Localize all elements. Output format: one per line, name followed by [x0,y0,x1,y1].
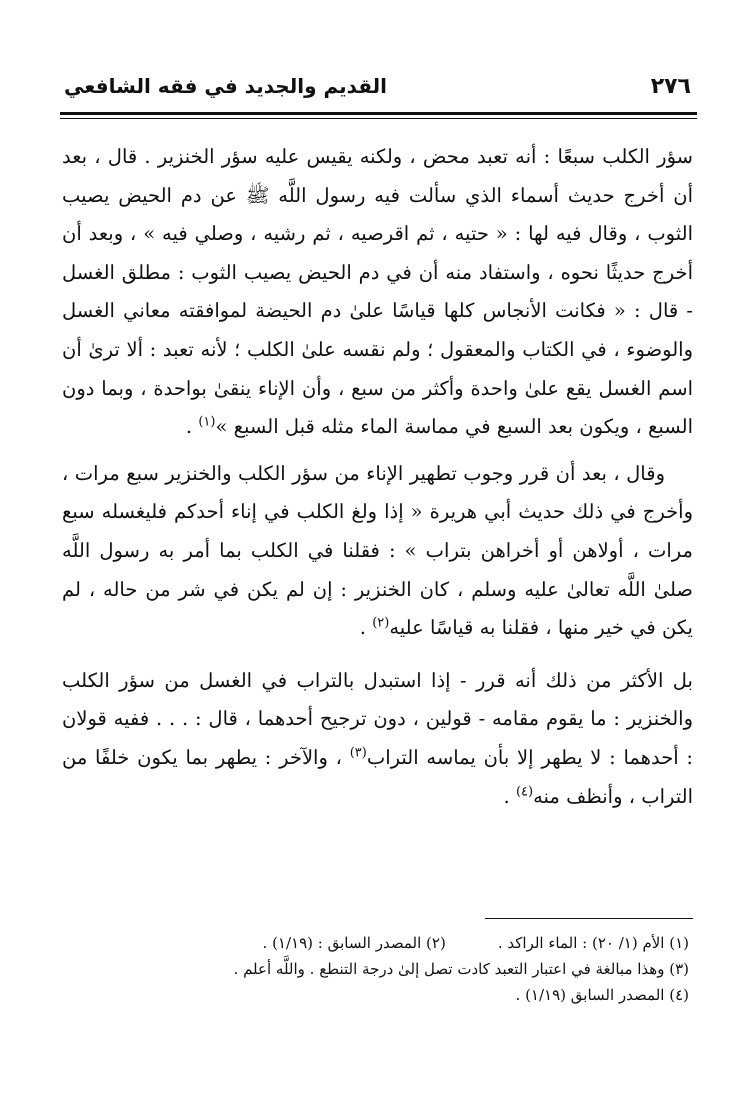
page-header [62,66,693,110]
paragraph-1-end: . [185,415,199,439]
paragraph-1-text: سؤر الكلب سبعًا : أنه تعبد محض ، ولكنه يقيس عليه سؤر الخنزير . قال ، بعد أن أخرج حديث أسماء الذي سألت فيه رسول اللَّه ﷺ عن دم الحيض يصيب الثوب ، وقال فيه لها : « حتيه ، ثم اقرصيه ، ثم رشيه ، وصلي فيه » ، وبعد أن أخرج حديثًا نحوه ، واستفاد منه أن في دم الحيض يصيب الثوب : مطلق الغسل - قال : « فكانت الأنجاس كلها قياسًا علىٰ دم الحيضة لموافقته معاني الغسل والوضوء ، في الكتاب والمعقول ؛ ولم نقسه علىٰ الكلب ؛ لأنه تعبد : ألا ترىٰ أن اسم الغسل يقع علىٰ واحدة وأكثر من سبع ، وأن الإناء ينقىٰ بواحدة ، وبما دون السبع ، ويكون بعد السبع في مماسة الماء مثله قبل السبع » [62,145,693,439]
footnotes [62,930,689,1008]
footnote-1: (١) الأم (١/ ٢٠) : الماء الراكد . [497,934,689,952]
footnote-row-1 [62,930,689,956]
paragraph-1 [62,138,693,447]
footnote-ref-2[interactable]: (٢) [372,615,390,631]
header-rule-thick [60,112,697,115]
paragraph-2-end: . [359,616,373,640]
footnote-ref-1[interactable]: (١) [198,414,216,430]
footnote-ref-4[interactable]: (٤) [515,784,534,799]
page-number: ٢٧٦ [650,74,691,99]
paragraph-2 [62,455,693,648]
paragraph-3 [62,662,693,816]
footnote-3: (٣) وهذا مبالغة في اعتبار التعبد كادت تصل إلىٰ درجة التنطع . واللَّه أعلم . [233,960,689,978]
footnote-2: (٢) المصدر السابق : (١/١٩) . [262,934,446,952]
header-rule-thin [60,118,697,119]
paragraph-2-text: وقال ، بعد أن قرر وجوب تطهير الإناء من سؤر الكلب والخنزير سبع مرات ، وأخرج في ذلك حديث أبي هريرة « إذا ولغ الكلب في إناء أحدكم فليغسله سبع مرات ، أولاهن أو أخراهن بتراب » : فقلنا في الكلب بما أمر به رسول اللَّه صلىٰ اللَّه تعالىٰ عليه وسلم ، كان الخنزير : إن لم يكن في شر من حاله ، لم يكن في خير منها ، فقلنا به قياسًا عليه [62,461,693,640]
paragraph-3-end: . [503,784,516,808]
footnote-4: (٤) المصدر السابق (١/١٩) . [515,986,689,1004]
paragraph-3-text-a: بل الأكثر من ذلك أنه قرر - إذا استبدل بالتراب في الغسل من سؤر الكلب والخنزير : ما يقوم مقامه - قولين ، دون ترجيح أحدهما ، قال : . . . ففيه قولان : أحدهما : لا يطهر إلا بأن يماسه التراب [62,668,694,769]
main-text [62,138,693,816]
running-title: القديم والجديد في فقه الشافعي [64,74,387,98]
paragraph-3-text-b: ، والآخر : يطهر بما يكون خلفًا من التراب ، وأنظف منه [62,745,693,808]
footnote-ref-3[interactable]: (٣) [349,745,367,761]
footnote-separator [485,918,693,919]
